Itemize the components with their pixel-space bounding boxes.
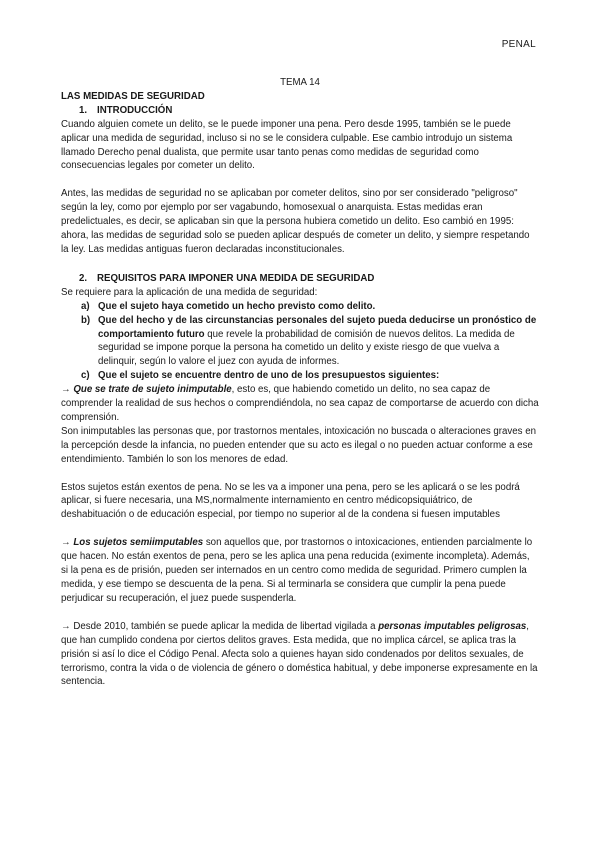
section-1-number: 1. xyxy=(79,104,88,116)
section-1-heading xyxy=(61,104,539,118)
inimputable-item xyxy=(61,383,539,425)
libertad-vigilada-term: personas imputables peligrosas xyxy=(378,620,527,632)
arrow-icon: → xyxy=(61,384,74,396)
document-body xyxy=(61,76,539,689)
page-header-subject: PENAL xyxy=(501,39,536,50)
libertad-vigilada-rest: , que han cumplido condena por ciertos delitos graves. Esta medida, que no implica cárcel, se aplica tras la prisión si así lo dice el Código Penal. Afecta solo a quienes hayan sido condenados por delitos sexuales, de terrorismo, contra la vida o de violencia de género o doméstica habitual, y debe imponerse expresamente en la sentencia. xyxy=(61,620,538,688)
paragraph-inimputables: Son inimputables las personas que, por trastornos mentales, intoxicación no buscada o alteraciones graves en la percepción desde la infancia, no pueden entender que su acto es ilegal o no pueden actuar conforme a ese entendimiento. También lo son los menores de edad. xyxy=(61,425,536,465)
requirement-c-label: c) xyxy=(81,370,90,382)
semiimputable-definition: son aquellos que, por trastornos o intoxicaciones, entienden parcialmente lo que hacen. No están exentos de pena, pero se les aplica una pena reducida (eximente incompleta). Además, si la pena es de prisión, pueden ser internados en un centro como medida de seguridad. Primero cumplen la medida, y ese tiempo se descuenta de la pena. Si al terminarla se considera que cumplir la pena puede perjudicar su recuperación, el juez puede suspenderla. xyxy=(61,537,533,604)
requirement-b-bold: Que del hecho y de las circunstancias personales del sujeto pueda deducirse un pronóstico de comportamiento futuro xyxy=(98,314,537,340)
libertad-vigilada-intro: → Desde 2010, también se puede aplicar la medida de libertad vigilada a xyxy=(61,620,379,632)
section-2-number: 2. xyxy=(79,272,88,284)
requirement-b-text xyxy=(98,314,539,370)
requirement-b-rest: que revele la probabilidad de comisión de nuevos delitos. La medida de seguridad se impone porque la persona ha cometido un delito y existe riesgo de que vuelva a delinquir, según lo valore el juez con ayuda de informes. xyxy=(98,328,515,368)
topic-number: TEMA 14 xyxy=(280,77,320,88)
requirement-a-text: Que el sujeto haya cometido un hecho previsto como delito. xyxy=(98,300,376,312)
semiimputable-item xyxy=(61,536,539,606)
requirement-b-label: b) xyxy=(81,314,91,326)
semiimputable-term: Los sujetos semiimputables xyxy=(73,537,204,549)
section-1-title: INTRODUCCIÓN xyxy=(97,104,173,116)
section-2-heading xyxy=(61,272,539,286)
document-title: LAS MEDIDAS DE SEGURIDAD xyxy=(61,90,205,102)
requirement-a-label: a) xyxy=(81,300,90,312)
libertad-vigilada-item xyxy=(61,620,539,690)
inimputable-definition: , esto es, que habiendo cometido un delito, no sea capaz de comprender la realidad de sus hechos o comprendiéndola, no sea capaz de comportarse de acuerdo con dicha comprensión. xyxy=(61,384,539,423)
requirement-c xyxy=(61,369,539,383)
requirement-b xyxy=(61,314,539,370)
paragraph-intro: Cuando alguien comete un delito, se le puede imponer una pena. Pero desde 1995, también se le puede aplicar una medida de seguridad, incluso si no se le considera culpable. Ese cambio introdujo un sistema llamado Derecho penal dualista, que permite usar tanto penas como medidas de seguridad como consecuencias legales por cometer un delito. xyxy=(61,118,513,172)
paragraph-history: Antes, las medidas de seguridad no se aplicaban por cometer delitos, sino por ser considerado "peligroso" según la ley, como por ejemplo por ser vagabundo, homosexual o anarquista. Estas medidas eran predelictuales, es decir, se aplicaban sin que la persona hubiera cometido un delito. Eso cambió en 1995: ahora, las medidas de seguridad solo se pueden aplicar después de cometer un delito, y siempre respetando la ley. Las medidas antiguas fueron declaradas inconstitucionales. xyxy=(61,188,530,255)
requirement-a xyxy=(61,300,539,314)
requirements-intro: Se requiere para la aplicación de una medida de seguridad: xyxy=(61,286,318,298)
inimputable-term: Que se trate de sujeto inimputable xyxy=(73,384,232,396)
requirement-c-text: Que el sujeto se encuentre dentro de uno de los presupuestos siguientes: xyxy=(98,370,440,382)
arrow-icon: → xyxy=(61,537,74,549)
paragraph-exentos: Estos sujetos están exentos de pena. No se les va a imponer una pena, pero se les aplicará o se les podrá aplicar, si fuere necesaria, una MS,normalmente internamiento en centro médicopsiquiátrico, de deshabituación o de educación especial, por tiempo no superior al de la condena si fuesen imputables xyxy=(61,481,520,521)
section-2-title: REQUISITOS PARA IMPONER UNA MEDIDA DE SEGURIDAD xyxy=(97,272,375,284)
